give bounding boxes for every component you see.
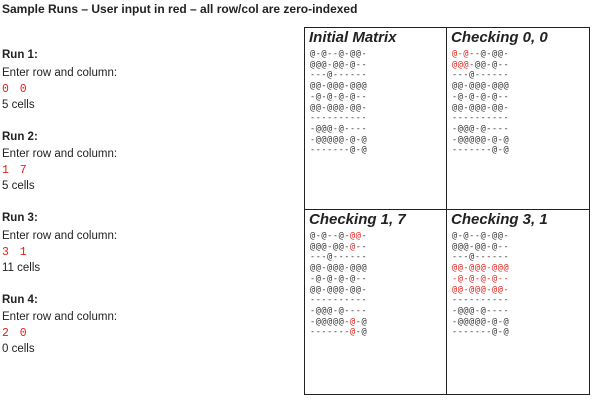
grid-row — [452, 92, 588, 103]
run-4-result: 0 cells — [2, 343, 35, 355]
cells: -------@-@ — [452, 327, 510, 338]
run-3-label: Run 3: — [2, 212, 38, 224]
grid-title: Initial Matrix — [309, 29, 397, 46]
cells: -@ — [355, 327, 368, 338]
grid-title: Checking 0, 0 — [451, 29, 548, 46]
highlighted-cells: @@ — [350, 231, 362, 241]
highlighted-cells: -@-@-@-@-- — [452, 273, 510, 284]
cells: ---------- — [310, 113, 368, 124]
run-2-result: 5 cells — [2, 180, 35, 192]
cells: @@-@@@-@@@ — [310, 263, 368, 274]
grid-title: Checking 3, 1 — [451, 211, 548, 228]
grid-row — [310, 135, 446, 146]
grid-row — [452, 60, 588, 71]
grid-row — [452, 274, 588, 285]
run-3-result: 11 cells — [2, 262, 41, 274]
cells: @@-@@@-@@@ — [310, 81, 368, 92]
grid-row — [310, 306, 446, 317]
grid-row — [310, 60, 446, 71]
grid-initial-matrix — [305, 28, 446, 156]
cells: -@@@-@---- — [310, 123, 368, 134]
cells: @@@-@@- — [310, 241, 351, 252]
cells: ---@------ — [452, 252, 510, 263]
highlighted-cells: @@@ — [452, 59, 470, 70]
cells: -@@@@@- — [310, 316, 351, 327]
grid-checking-0-0 — [447, 28, 588, 156]
run-2-prompt: Enter row and column: — [2, 148, 118, 160]
run-1-input: 0 0 — [2, 83, 29, 96]
cells: -------@-@ — [310, 145, 368, 156]
highlighted-cells: @-@ — [452, 49, 470, 59]
cells: -@-@-@-@-- — [452, 91, 510, 102]
grid-row — [310, 49, 446, 60]
cells: -@@@-@---- — [310, 305, 368, 316]
cells: ---@------ — [310, 252, 368, 263]
grid-row — [310, 145, 446, 156]
cells: -@@@@@-@-@ — [310, 134, 368, 145]
run-4-label: Run 4: — [2, 294, 38, 306]
run-2-label: Run 2: — [2, 131, 38, 143]
run-1-prompt: Enter row and column: — [2, 67, 118, 79]
grid-checking-1-7 — [305, 210, 446, 338]
grid-row — [310, 92, 446, 103]
matrix-table — [304, 27, 590, 395]
cells: - — [361, 231, 368, 241]
cells: @-@--@-@@- — [310, 49, 368, 59]
grid-rows — [447, 230, 588, 338]
cells: @-@--@- — [310, 231, 351, 241]
grid-row — [452, 81, 588, 92]
grid-row — [310, 285, 446, 296]
run-3-input: 3 1 — [2, 246, 29, 259]
grid-row — [452, 263, 588, 274]
cells: -- — [355, 241, 368, 252]
cells: @@@-@@-@-- — [452, 241, 510, 252]
grid-row — [452, 70, 588, 81]
grid-row — [452, 285, 588, 296]
cells: ---------- — [452, 295, 510, 306]
run-3-prompt: Enter row and column: — [2, 230, 118, 242]
cells: @-@--@-@@- — [452, 231, 510, 241]
cells: -@ — [355, 316, 368, 327]
grid-row — [452, 252, 588, 263]
grid-row — [310, 295, 446, 306]
grid-row — [452, 124, 588, 135]
grid-row — [452, 113, 588, 124]
grid-row — [452, 231, 588, 242]
cells: ---------- — [310, 295, 368, 306]
highlighted-cells: @ — [350, 327, 356, 338]
grid-row — [310, 231, 446, 242]
run-1-result: 5 cells — [2, 99, 35, 111]
grid-row — [310, 252, 446, 263]
cells: -------@-@ — [452, 145, 510, 156]
run-4-input: 2 0 — [2, 327, 29, 340]
cells: @@-@@@-@@- — [310, 284, 368, 295]
grid-row — [310, 327, 446, 338]
cells: -@@@@@-@-@ — [452, 134, 510, 145]
grid-rows — [305, 230, 446, 338]
grid-row — [452, 103, 588, 114]
grid-row — [452, 135, 588, 146]
highlighted-cells: @@-@@@-@@- — [452, 284, 510, 295]
cells: -@@@-@---- — [452, 305, 510, 316]
cells: ---@------ — [452, 70, 510, 81]
page-title: Sample Runs – User input in red – all row/col are zero-indexed — [2, 2, 358, 16]
grid-checking-3-1 — [447, 210, 588, 338]
run-1-label: Run 1: — [2, 49, 38, 61]
grid-row — [452, 295, 588, 306]
grid-title: Checking 1, 7 — [309, 211, 406, 228]
grid-row — [310, 113, 446, 124]
cells: --@-@@- — [469, 49, 510, 59]
grid-row — [310, 70, 446, 81]
cells: -@-@-@-@-- — [310, 91, 368, 102]
grid-row — [310, 242, 446, 253]
cells: @@-@@@-@@@ — [452, 81, 510, 92]
run-4-prompt: Enter row and column: — [2, 311, 118, 323]
cells: -@@@-@---- — [452, 123, 510, 134]
grid-rows — [305, 48, 446, 156]
grid-row — [310, 124, 446, 135]
grid-row — [310, 81, 446, 92]
grid-rows — [447, 48, 588, 156]
grid-row — [310, 263, 446, 274]
grid-row — [452, 49, 588, 60]
cells: @@-@@@-@@- — [310, 102, 368, 113]
cells: ---------- — [452, 113, 510, 124]
highlighted-cells: @ — [350, 241, 356, 252]
grid-row — [310, 317, 446, 328]
grid-row — [310, 274, 446, 285]
grid-row — [310, 103, 446, 114]
grid-row — [452, 242, 588, 253]
cells: -@-@-@-@-- — [310, 273, 368, 284]
cells: @@@-@@-@-- — [310, 59, 368, 70]
cells: -@@-@-- — [469, 59, 510, 70]
cells: -@@@@@-@-@ — [452, 316, 510, 327]
cells: ------- — [310, 327, 351, 338]
highlighted-cells: @@-@@@-@@@ — [452, 263, 510, 274]
cells: ---@------ — [310, 70, 368, 81]
grid-row — [452, 145, 588, 156]
cells: @@-@@@-@@- — [452, 102, 510, 113]
grid-row — [452, 306, 588, 317]
highlighted-cells: @ — [350, 316, 356, 327]
grid-row — [452, 327, 588, 338]
grid-row — [452, 317, 588, 328]
run-2-input: 1 7 — [2, 164, 29, 177]
